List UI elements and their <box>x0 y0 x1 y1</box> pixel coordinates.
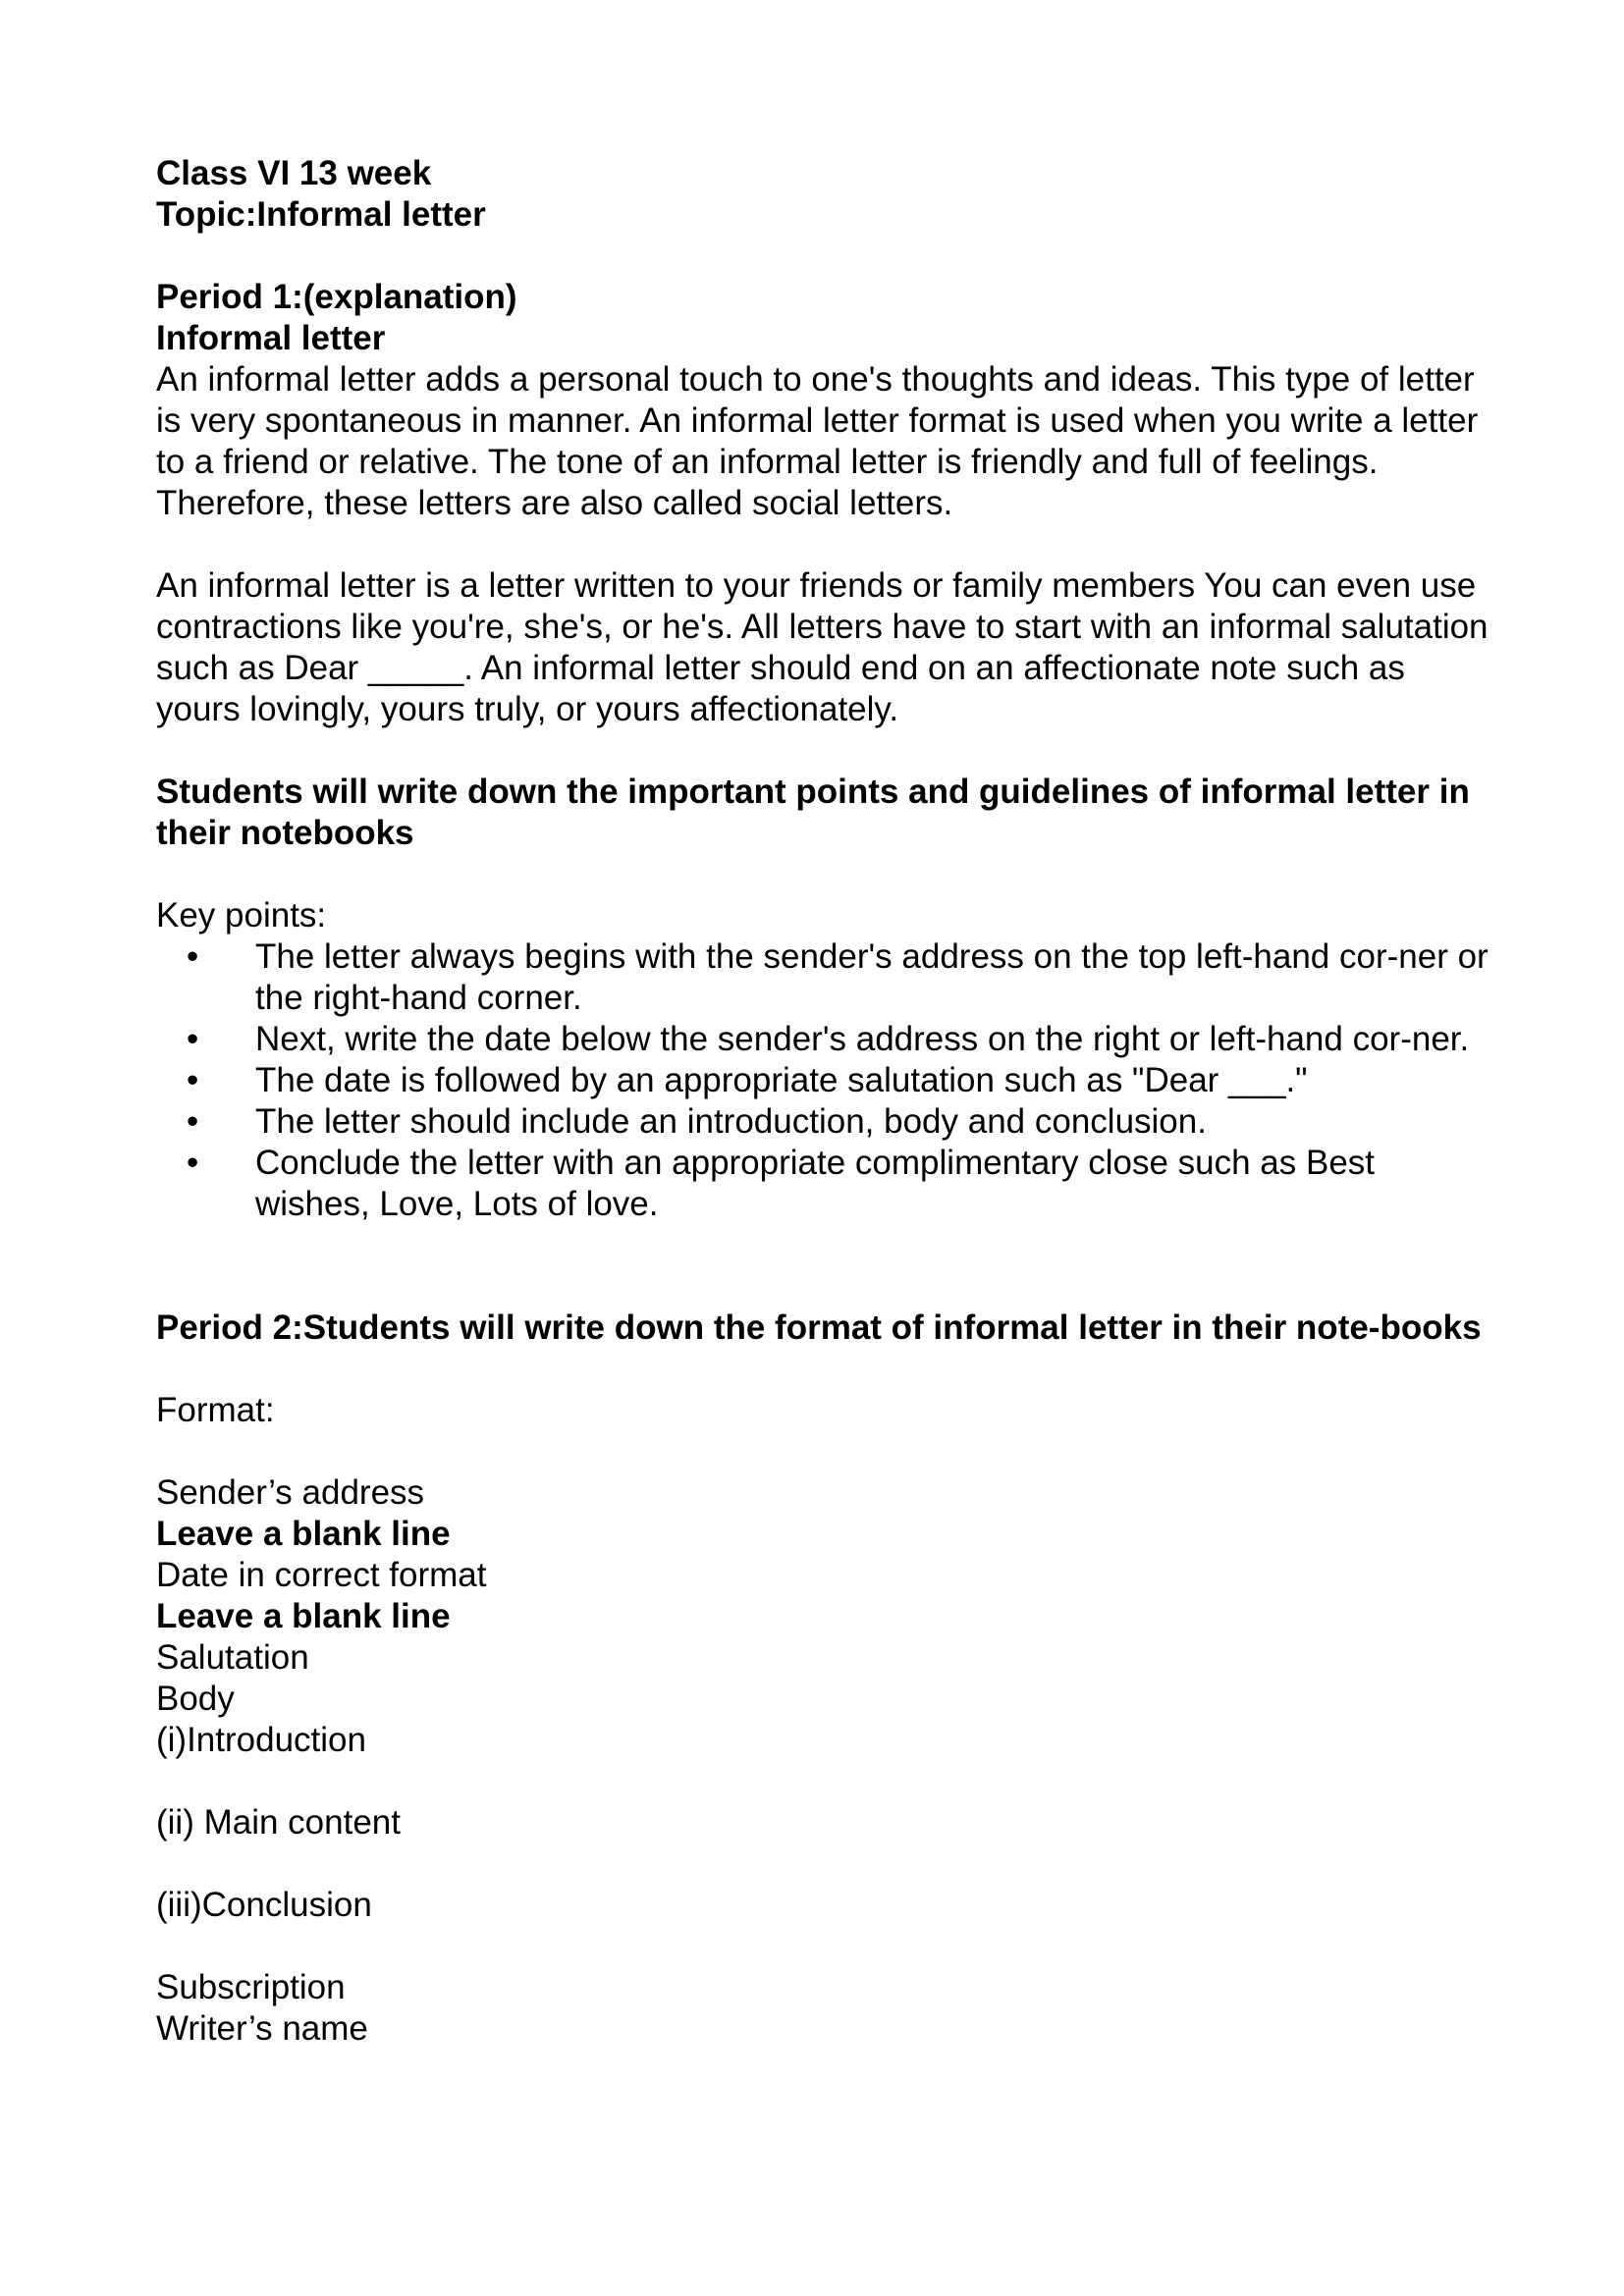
topic-heading: Topic:Informal letter <box>156 195 486 234</box>
spacer <box>156 1926 1491 1967</box>
intro-paragraph: An informal letter adds a personal touch to one's thoughts and ideas. This type of letter is very spontaneous in manner. An informal letter format is used when you write a letter to a friend or relative. The tone of an informal letter is friendly and full of feelings. Therefore, these letters are also called social letters. <box>156 360 1479 522</box>
document-page <box>156 153 1491 2050</box>
description-paragraph: An informal letter is a letter written to your friends or family members You can even use contractions like you're, she's, or he's. All letters have to start with an informal salutation such as Dear _____. An informal letter should end on an affectionate note such as yours lovingly, yours truly, or yours affectionately. <box>156 566 1489 728</box>
key-points-label: Key points: <box>156 896 327 934</box>
list-item <box>156 1060 1491 1101</box>
class-week-heading: Class VI 13 week <box>156 154 432 192</box>
spacer <box>156 1843 1491 1885</box>
format-senders-address: Sender’s address <box>156 1473 425 1512</box>
spacer <box>156 1225 1491 1266</box>
period2-heading: Period 2:Students will write down the format of informal letter in their note-books <box>156 1308 1482 1347</box>
informal-letter-subheading: Informal letter <box>156 319 386 357</box>
key-point-text: The date is followed by an appropriate salutation such as "Dear ___." <box>255 1061 1308 1099</box>
bullet-icon: • <box>187 1061 199 1099</box>
format-body: Body <box>156 1680 235 1718</box>
spacer <box>156 524 1491 565</box>
format-blank-line: Leave a blank line <box>156 1515 451 1553</box>
spacer <box>156 1266 1491 1308</box>
format-salutation: Salutation <box>156 1638 309 1677</box>
format-writers-name: Writer’s name <box>156 2009 368 2048</box>
bullet-icon: • <box>187 1144 199 1182</box>
key-points-list <box>156 936 1491 1225</box>
bullet-icon: • <box>187 1020 199 1058</box>
period1-heading: Period 1:(explanation) <box>156 278 517 316</box>
format-main-content: (ii) Main content <box>156 1803 401 1842</box>
list-item <box>156 1019 1491 1060</box>
spacer <box>156 236 1491 277</box>
format-introduction: (i)Introduction <box>156 1721 366 1759</box>
format-date: Date in correct format <box>156 1556 487 1594</box>
spacer <box>156 1431 1491 1472</box>
key-point-text: Next, write the date below the sender's address on the right or left-hand cor-ner. <box>255 1020 1470 1058</box>
format-blank-line: Leave a blank line <box>156 1597 451 1635</box>
format-subscription: Subscription <box>156 1968 346 2006</box>
spacer <box>156 1349 1491 1390</box>
key-point-text: The letter always begins with the sender's address on the top left-hand cor-ner or the right-hand corner. <box>255 937 1489 1017</box>
key-point-text: The letter should include an introduction, body and conclusion. <box>255 1102 1207 1141</box>
format-conclusion: (iii)Conclusion <box>156 1886 372 1924</box>
list-item <box>156 936 1491 1019</box>
spacer <box>156 730 1491 772</box>
spacer <box>156 1761 1491 1802</box>
key-point-text: Conclude the letter with an appropriate complimentary close such as Best wishes, Love, Lots of love. <box>255 1144 1376 1223</box>
notebook-instruction: Students will write down the important points and guidelines of informal letter in their notebooks <box>156 773 1470 852</box>
list-item <box>156 1143 1491 1225</box>
list-item <box>156 1101 1491 1143</box>
spacer <box>156 854 1491 895</box>
format-label: Format: <box>156 1391 275 1429</box>
bullet-icon: • <box>187 937 199 976</box>
bullet-icon: • <box>187 1102 199 1141</box>
